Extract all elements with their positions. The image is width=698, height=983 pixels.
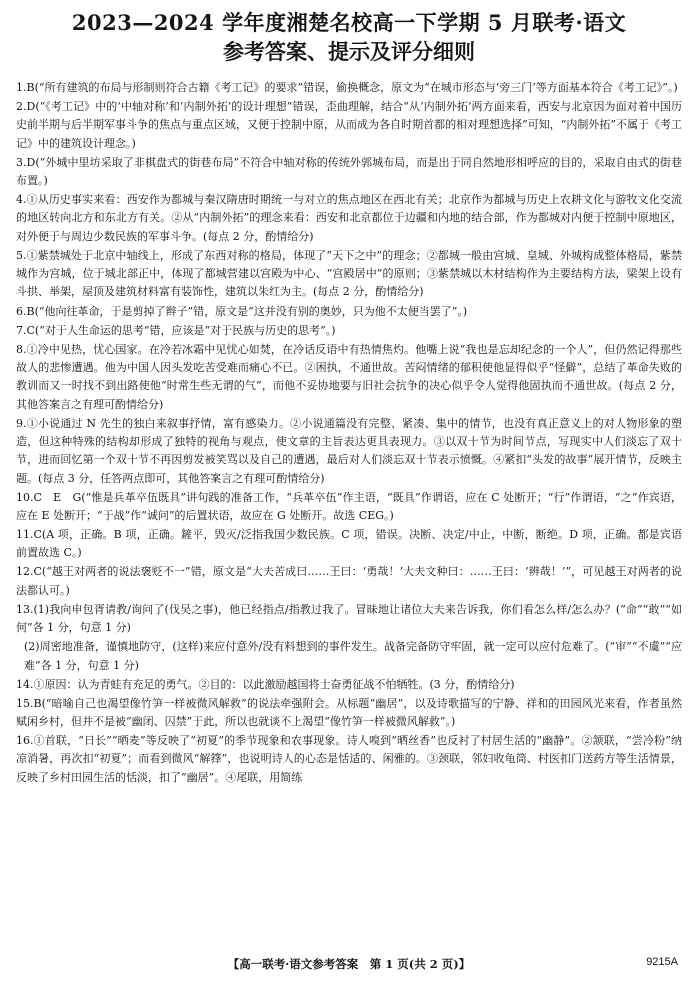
answer-item-10: 10.C E G(“惟是兵革卒伍既具”讲句践的准备工作，“兵革卒伍”作主语，“既具”作谓语，应在 C 处断开；“行”作谓语，“之”作宾语，应在 E 处断开；“于战”作“诚问”的后置状语，故应在 G 处断开。故选 CEG。) <box>16 490 682 522</box>
answer-item-7: 7.C(“对于人生命运的思考”错，应该是“对于民族与历史的思考”。) <box>16 323 336 337</box>
page-subtitle: 参考答案、提示及评分细则 <box>223 39 475 64</box>
answer-item-13-1: 13.(1)我向申包胥请教/询问了(伐吴之事)，他已经指点/指教过我了。冒昧地让诸位大夫来告诉我，你们看怎么样/怎么办？(“命”“敢”“如何”各 1 分，句意 1 分) <box>16 602 682 635</box>
page-footer: 【高一联考·语文参考答案 第 1 页(共 2 页)】 <box>227 957 471 971</box>
answer-item-4: 4.①从历史事实来看：西安作为都城与秦汉隋唐时期统一与对立的焦点地区在西北有关；北京作为都城与历史上农耕文化与游牧文化交流的地区转向北方和东北方有关。②从“内制外拓”的理念来看：西安和北京都位于边疆和内地的结合部，作为都城对内便于控制中原地区，对外便于与周边少数民族的军事斗争。(每点 2 分，酌情给分) <box>16 193 682 243</box>
answer-item-9: 9.①小说通过 N 先生的独白来叙事抒情，富有感染力。②小说通篇没有完整、紧凑、集中的情节，也没有真正意义上的对人物形象的塑造，但这种特殊的结构却形成了独特的视角与观点，使文章的主旨表达更具表现力。③以双十节为时间节点，写现实中人们淡忘了双十节，进而回忆第一个双十节不再因剪发被笑骂以及自己的遭遇，最后对人们淡忘双十节表示愤慨。④紧扣“头发的故事”展开情节，反映主题。(每点 3 分，任答两点即可，其他答案言之有理可酌情给分) <box>16 416 682 485</box>
page-title: 2023—2024 学年度湘楚名校高一下学期 5 月联考·语文 <box>71 10 627 35</box>
answer-item-11: 11.C(A 项，正确。B 项，正确。鏟平，毁灭/泛指我国少数民族。C 项，错误。决断、决定/中止，中断，断绝。D 项，正确。都是宾语前置故选 C。) <box>16 528 682 560</box>
answer-item-12: 12.C(“越王对两者的说法褒贬不一”错，原文是“大夫苦成曰……王曰：‘勇哉！’大夫文种曰：……王曰：‘辨哉！’”，可见越王对两者的说法都认可。) <box>16 565 682 597</box>
answer-item-5: 5.①紫禁城处于北京中轴线上，形成了东西对称的格局，体现了“天下之中”的理念；②都城一般由宫城、皇城、外城构成整体格局，紫禁城作为宫城，位于城北部正中，体现了都城营建以宫殿为中心、“宫殿居中”的原则；③紫禁城以木材结构作为主要结构方法，梁架上设有斗拱、举架，屋顶及建筑材料富有装饰性，建筑以朱红为主。(每点 2 分，酌情给分) <box>16 248 682 299</box>
document-code: 9215A <box>646 956 678 968</box>
answer-item-14: 14.①原因：认为青蛙有充足的勇气。②目的：以此激励越国将士奋勇征战不怕牺牲。(3 分，酌情给分) <box>16 677 515 691</box>
answer-item-2: 2.D(“《考工记》中的‘中轴对称’和‘内制外拓’的设计理想”错误，歪曲理解，结合“从‘内制外拓’两方面来看，西安与北京因为面对着中国历史前半期与后半期军事斗争的焦点与重点区域，又便于控制中原，从而成为各自时期首都的相对理想选择”可知，“内制外拓”不属于《考工记》中的建筑设计理念。) <box>16 100 682 150</box>
answer-item-15: 15.B(“暗喻自己也渴望像竹笋一样被微风解救”的说法牵强附会。从标题“幽居”，以及诗歌描写的宁静、祥和的田园风光来看，作者虽然赋闲乡村，但并不是被“幽闭、囚禁”于此，所以也就谈不上渴望“像竹笋一样被微风解救”。) <box>16 696 682 729</box>
answer-item-16: 16.①首联，“日长”“晒麦”等反映了“初夏”的季节现象和农事现象。诗人嗅到“晒丝香”也反衬了村居生活的“幽静”。②颔联，“尝冷粉”纳凉消暑，再次扣“初夏”；而看到微风“解箨”，也说明诗人的心态是恬适的、闲雅的。③颈联，邻妇收龟筒、村医扣门送药方等生活情景，反映了乡村田园生活的恬淡，扣了“幽居”。④尾联，用简练 <box>16 734 682 784</box>
answer-item-6: 6.B(“他向往革命，于是剪掉了辫子”错，原文是“这并没有别的奥妙，只为他不太便当罢了”。) <box>16 304 468 318</box>
answer-item-13-2: (2)周密地准备，谨慎地防守，(这样)来应付意外/没有料想到的事件发生。战备完备防守牢固，就一定可以应付危难了。(“审”“不虞”“应难”各 1 分，句意 1 分) <box>24 640 682 672</box>
answer-item-1: 1.B(“所有建筑的布局与形制则符合古籍《考工记》的要求”错误，偷换概念，原文为“在城市形态与‘旁三门’等方面基本符合《考工记》”。) <box>16 81 678 94</box>
answer-item-3: 3.D(“外城中里坊采取了非棋盘式的街巷布局”不符合中轴对称的传统外郭城布局，而是出于同自然地形相呼应的目的，采取自由式的街巷布置。) <box>16 155 682 188</box>
answer-item-8: 8.①冷中见热，忧心国家。在冷若冰霜中见忧心如焚，在冷话反语中有热情焦灼。他嘴上说“我也是忘却纪念的一个人”，但仍然记得那些故人的悲惨遭遇。他为中国人因头发吃苦受难而痛心不已。②困执，不通世故。苦闷情绪的郁积使他显得似乎“怪僻”，总结了革命失败的教训而又一时找不到出路使他“时常生些无谓的气”，而他不妥协地要与旧社会抗争的决心似乎令人觉得他固执而不通世故。(每点 2 分，其他答案言之有理可酌情给分) <box>16 342 682 411</box>
answer-list <box>16 79 682 787</box>
